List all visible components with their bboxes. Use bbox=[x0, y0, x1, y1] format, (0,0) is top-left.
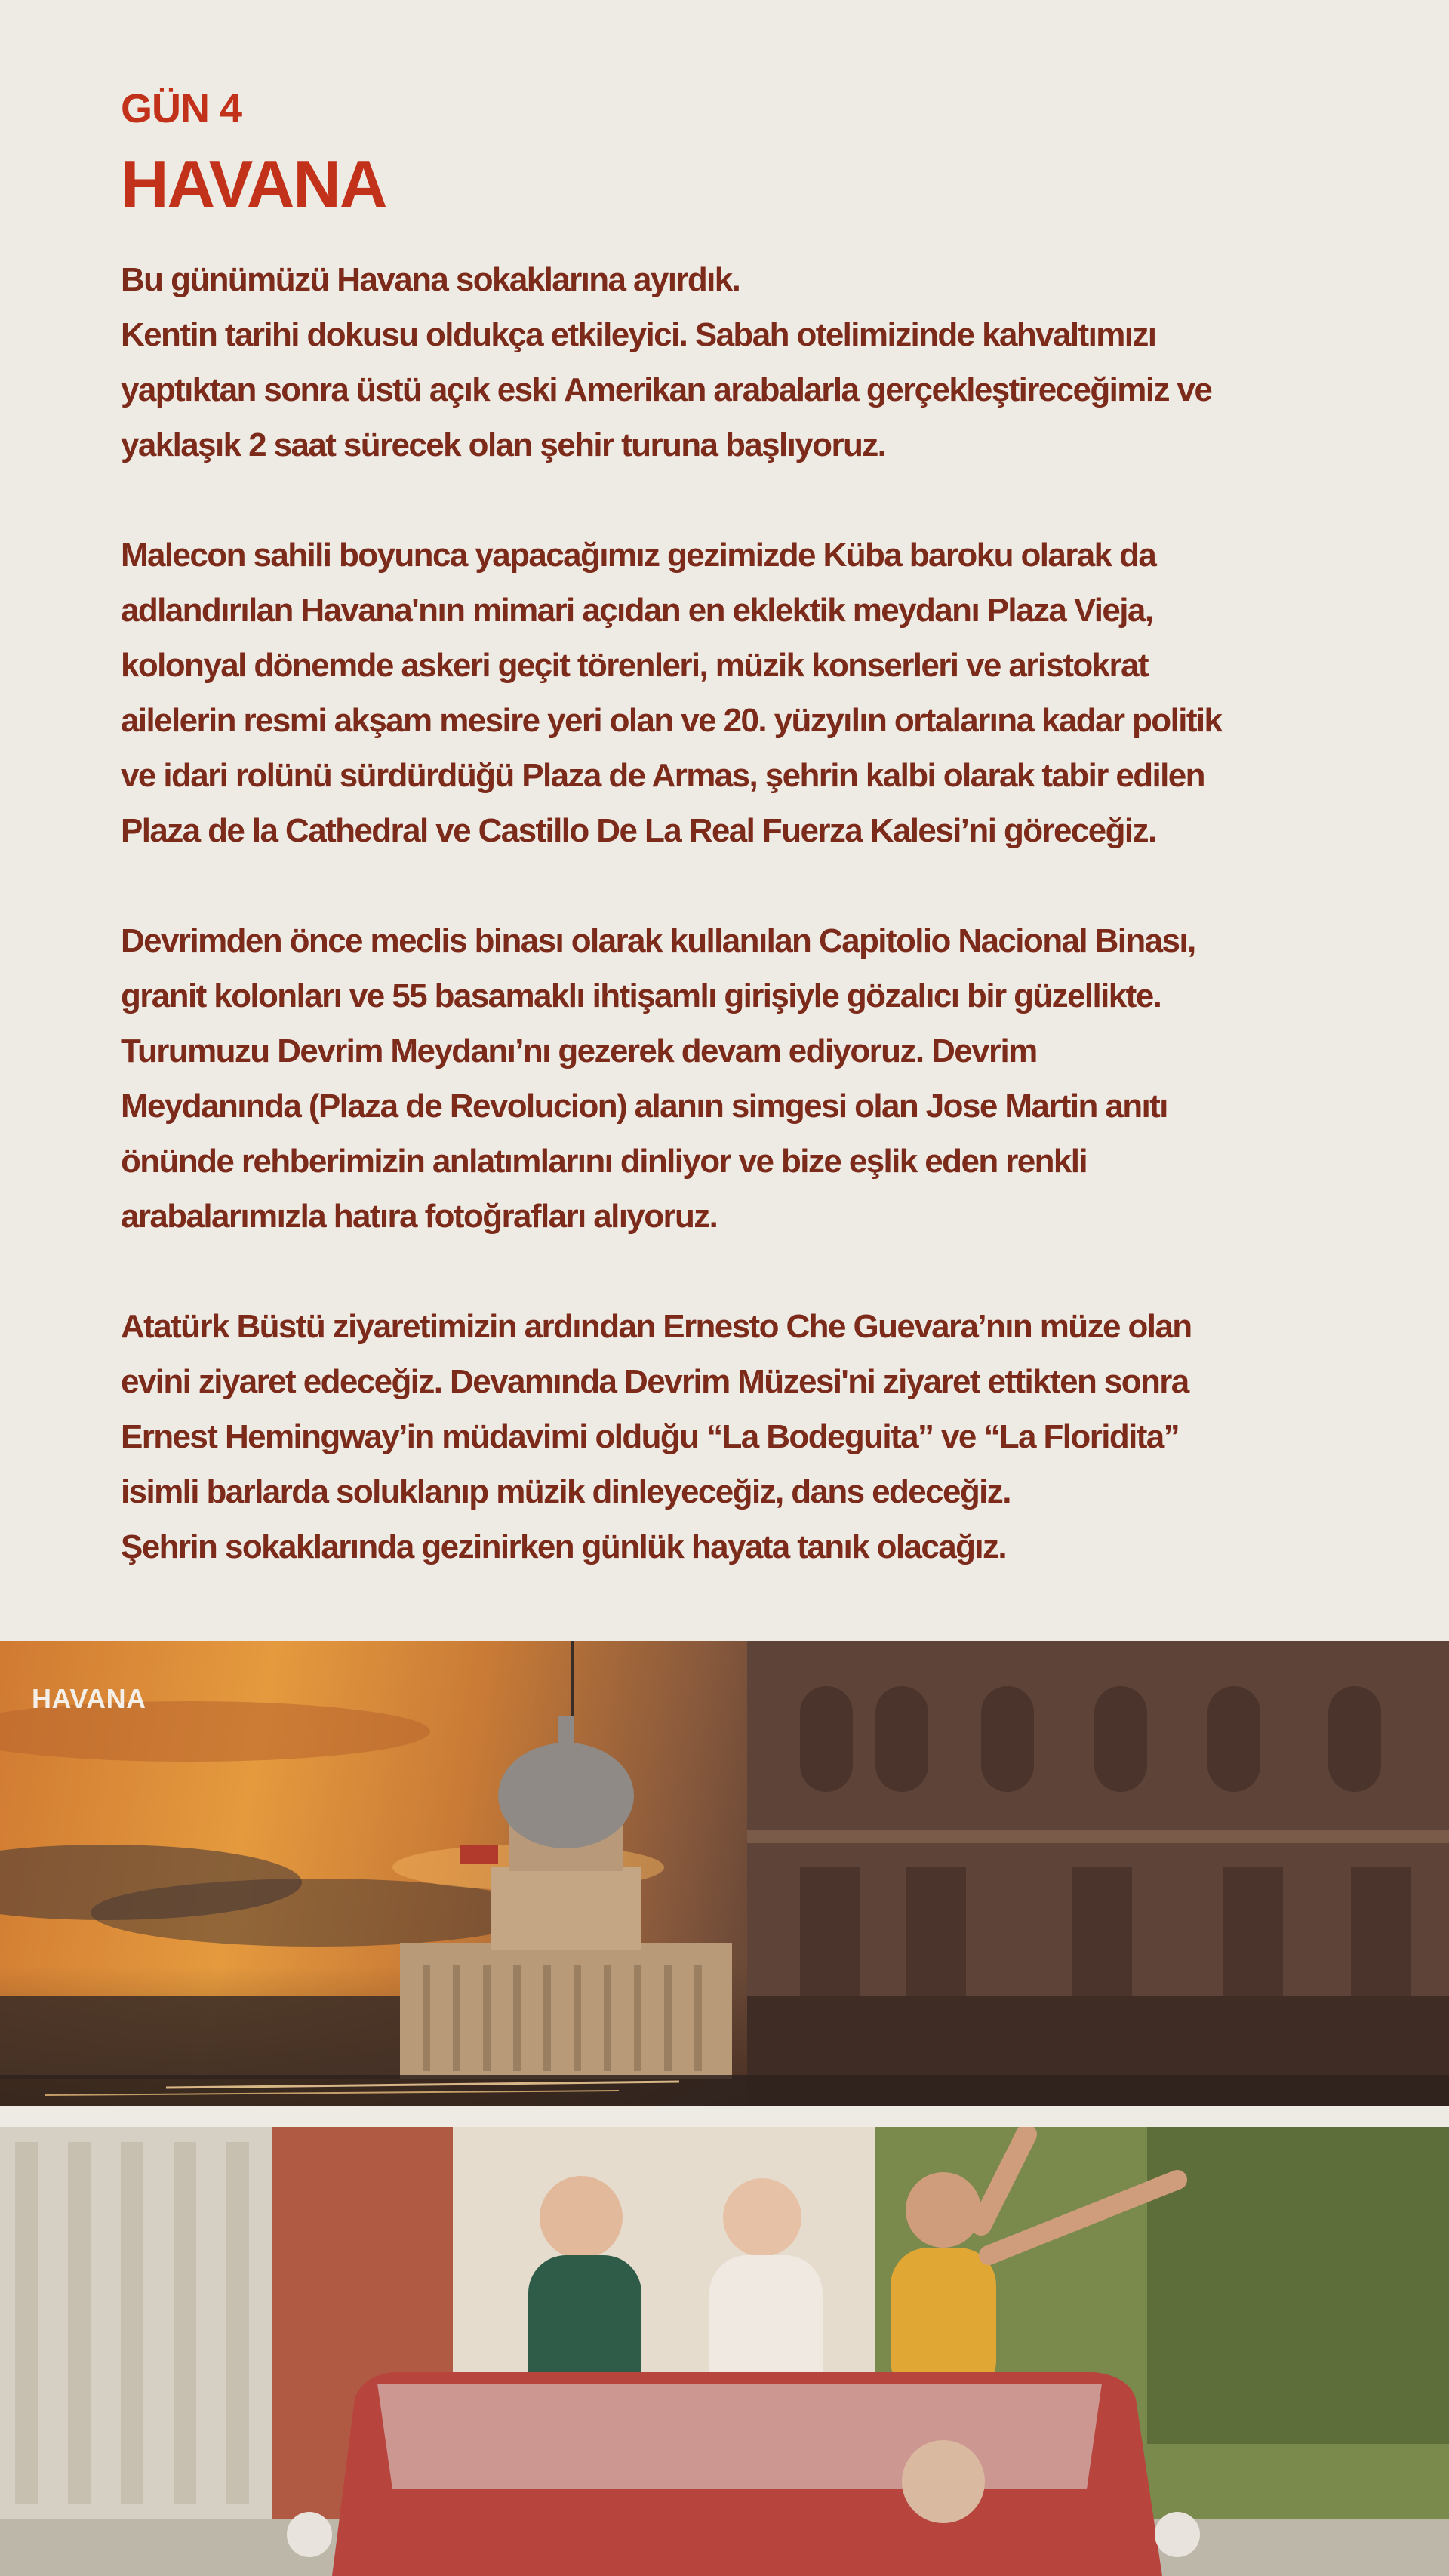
classic-car-tour-photo bbox=[0, 2127, 1449, 2576]
city-title: HAVANA bbox=[121, 146, 386, 221]
photo-caption: HAVANA bbox=[32, 1683, 146, 1714]
itinerary-day-section bbox=[121, 85, 1343, 1574]
paragraph-intro: Bu günümüzü Havana sokaklarına ayırdık. Kentin tarihi dokusu oldukça etkileyici. Sabah otelimizinde kahvaltımızı yaptıktan sonra üstü açık eski Amerikan arabalarla gerçekleştireceğimiz ve yaklaşık 2 saat sürecek olan şehir turuna başlıyoruz. bbox=[121, 261, 1212, 463]
havana-capitolio-photo bbox=[0, 1641, 1449, 2106]
day-label: GÜN 4 bbox=[121, 86, 242, 131]
paragraph-capitolio: Devrimden önce meclis binası olarak kullanılan Capitolio Nacional Binası, granit kolonları ve 55 basamaklı ihtişamlı girişiyle gözalıcı bir güzellikte. Turumuzu Devrim Meydanı’nı gezerek devam ediyoruz. Devrim Meydanında (Plaza de Revolucion) alanın simgesi olan Jose Martin anıtı önünde rehberimizin anlatımlarını dinliyor ve bize eşlik eden renkli arabalarımızla hatıra fotoğrafları alıyoruz. bbox=[121, 922, 1195, 1235]
capitolio-illustration bbox=[0, 1641, 1449, 2106]
paragraph-plazas: Malecon sahili boyunca yapacağımız gezimizde Küba baroku olarak da adlandırılan Havana'nın mimari açıdan en eklektik meydanı Plaza Vieja, kolonyal dönemde askeri geçit törenleri, müzik konserleri ve aristokrat ailelerin resmi akşam mesire yeri olan ve 20. yüzyılın ortalarına kadar politik ve idari rolünü sürdürdüğü Plaza de Armas, şehrin kalbi olarak tabir edilen Plaza de la Cathedral ve Castillo De La Real Fuerza Kalesi’ni göreceğiz. bbox=[121, 537, 1222, 849]
paragraph-museums: Atatürk Büstü ziyaretimizin ardından Ernesto Che Guevara’nın müze olan evini ziyaret edeceğiz. Devamında Devrim Müzesi'ni ziyaret ettikten sonra Ernest Hemingway’in müdavimi olduğu “La Bodeguita” ve “La Floridita” isimli barlarda soluklanıp müzik dinleyeceğiz, dans edeceğiz. Şehrin sokaklarında gezinirken günlük hayata tanık olacağız. bbox=[121, 1308, 1192, 1565]
car-tour-illustration bbox=[0, 2127, 1449, 2576]
itinerary-description bbox=[121, 252, 1343, 1574]
